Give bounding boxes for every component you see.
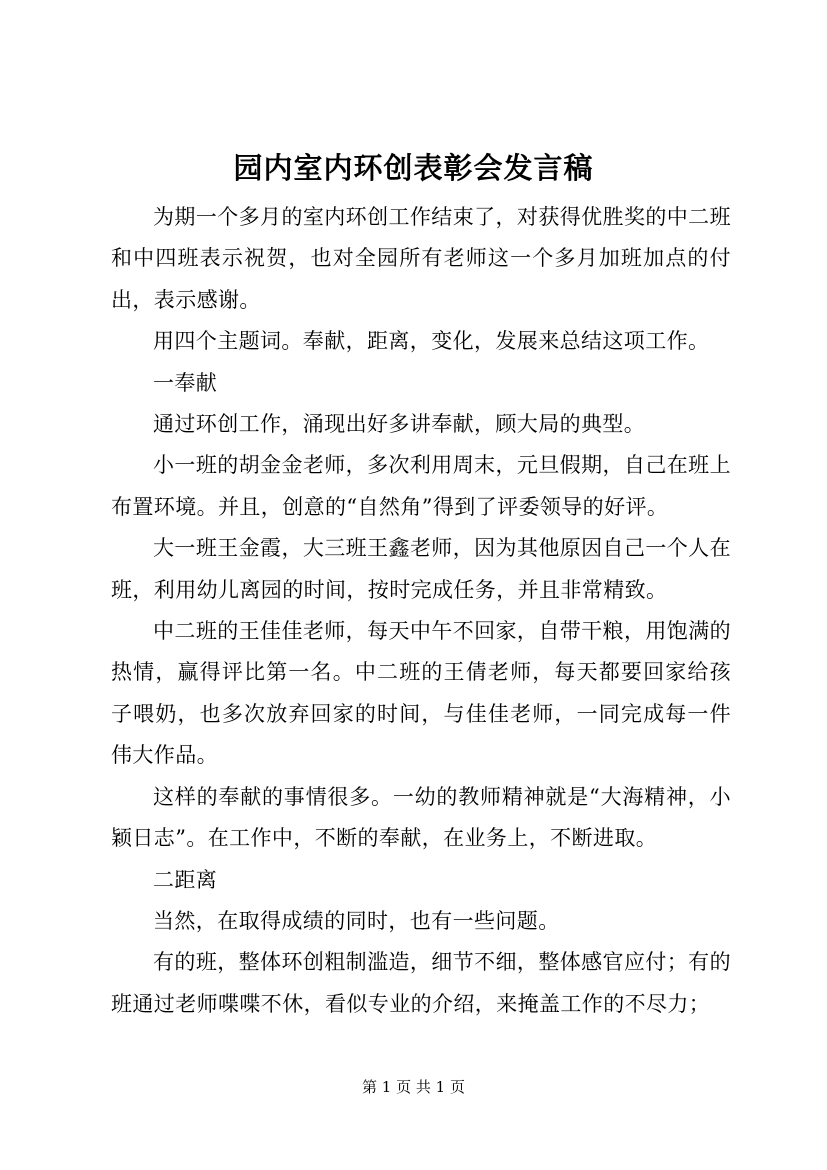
paragraph: 有的班，整体环创粗制滥造，细节不细，整体感官应付；有的班通过老师喋喋不休，看似专业的介绍，来掩盖工作的不尽力； [111,950,731,1016]
page-footer: 第 1 页 共 1 页 [362,1078,465,1096]
paragraph: 大一班王金霞，大三班王鑫老师，因为其他原因自己一个人在班，利用幼儿离园的时间，按时完成任务，并且非常精致。 [111,536,731,602]
document-title: 园内室内环创表彰会发言稿 [233,151,594,185]
paragraph: 当然，在取得成绩的同时，也有一些问题。 [153,908,560,933]
paragraph: 为期一个多月的室内环创工作结束了，对获得优胜奖的中二班和中四班表示祝贺，也对全园所有老师这一个多月加班加点的付出，表示感谢。 [111,205,731,312]
paragraph: 这样的奉献的事情很多。一幼的教师精神就是“大海精神，小颖日志”。在工作中，不断的奉献，在业务上，不断进取。 [111,784,731,851]
paragraph: 用四个主题词。奉献，距离，变化，发展来总结这项工作。 [153,329,710,354]
paragraph: 小一班的胡金金老师，多次利用周末，元旦假期，自己在班上布置环境。并且，创意的“自然角”得到了评委领导的好评。 [111,453,731,519]
paragraph: 中二班的王佳佳老师，每天中午不回家，自带干粮，用饱满的热情，赢得评比第一名。中二班的王倩老师，每天都要回家给孩子喂奶，也多次放弃回家的时间，与佳佳老师，一同完成每一件伟大作品。 [111,619,731,768]
section-heading: 二距离 [153,867,218,892]
section-heading: 一奉献 [153,370,218,395]
paragraph: 通过环创工作，涌现出好多讲奉献，顾大局的典型。 [153,412,646,437]
document-body [111,197,731,1025]
